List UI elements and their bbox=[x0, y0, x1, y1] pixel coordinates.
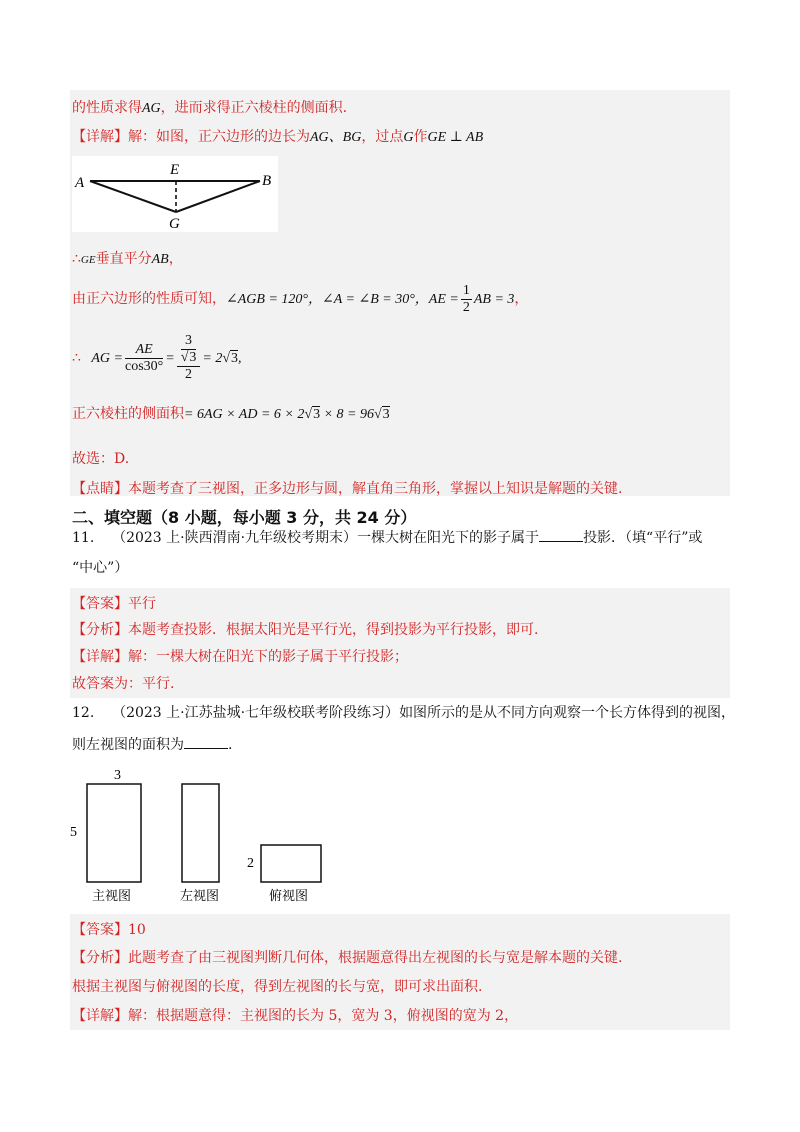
q12-stem-line-2 bbox=[72, 734, 232, 756]
area-expr: = 6AG × AD = 6 × 2 bbox=[184, 407, 305, 422]
q12-stem-b: 则左视图的面积为 bbox=[72, 737, 184, 753]
perp-ab: AB bbox=[151, 252, 169, 267]
intro-text-a: 的性质求得 bbox=[72, 100, 142, 116]
front-view-rect bbox=[87, 784, 141, 882]
q12-detail: 解：根据题意得：主视图的长为 5，宽为 3，俯视图的宽为 2， bbox=[128, 1008, 519, 1024]
q12-answer-line bbox=[72, 919, 146, 941]
q12-number: 12. bbox=[72, 705, 95, 721]
detail-line bbox=[72, 126, 483, 149]
ag-inner-den: 2 bbox=[185, 367, 193, 382]
label-b: B bbox=[262, 173, 272, 189]
q12-analysis-line bbox=[72, 947, 622, 969]
property-text: 由正六边形的性质可知， bbox=[72, 291, 226, 307]
ag-line bbox=[72, 328, 242, 389]
q12-analysis-line-2: 根据主视图与俯视图的长度，得到左视图的长与宽，即可求出面积. bbox=[72, 979, 483, 995]
ag-result: = 2 bbox=[202, 351, 223, 366]
q11-analysis-line bbox=[72, 619, 538, 641]
three-views-figure bbox=[66, 764, 336, 906]
label-g: G bbox=[169, 216, 180, 232]
area-line bbox=[72, 398, 390, 431]
area-sqrt-1: 3 bbox=[313, 407, 321, 422]
q12-answer: 10 bbox=[128, 922, 146, 938]
q11-source: （2023 上·陕西渭南·九年级校考期末） bbox=[112, 530, 358, 546]
q11-conclusion: 故答案为：平行. bbox=[72, 676, 175, 692]
q12-analysis-tag: 【分析】 bbox=[72, 950, 128, 966]
area-root-2: √3 bbox=[373, 407, 390, 422]
area-root-1: √3 bbox=[304, 407, 321, 422]
section-2-title: 二、填空题（8 小题，每小题 3 分，共 24 分） bbox=[72, 508, 417, 527]
detail-text-b: ，过点 bbox=[361, 129, 404, 145]
ag-inner-num bbox=[177, 333, 201, 367]
ag-end: , bbox=[238, 351, 242, 366]
q11-number: 11. bbox=[72, 530, 95, 546]
comment-text: 本题考查了三视图，正多边形与圆，解直角三角形，掌握以上知识是解题的关键. bbox=[128, 481, 623, 497]
label-top-view: 俯视图 bbox=[269, 888, 309, 903]
property-math-1: ∠AGB = 120°，∠A = ∠B = 30°，AE = bbox=[226, 292, 459, 307]
perp-text: 垂直平分 bbox=[95, 251, 152, 267]
q11-detail-line bbox=[72, 646, 408, 668]
ag-lhs: AG = bbox=[91, 351, 123, 366]
property-fraction bbox=[461, 283, 472, 316]
q12-stem-a: 如图所示的是从不同方向观察一个长方体得到的视图， bbox=[399, 705, 736, 721]
q12-stem-line-1 bbox=[72, 702, 735, 724]
q11-stem-line-2: “中心”） bbox=[72, 560, 129, 576]
q11-stem-line-1 bbox=[72, 527, 702, 549]
label-e: E bbox=[170, 162, 180, 178]
detail-tag: 【详解】 bbox=[72, 129, 128, 145]
ag-inner-sub-num: 3 bbox=[181, 333, 197, 350]
label-a: A bbox=[75, 175, 85, 191]
property-end: ， bbox=[514, 291, 529, 307]
detail-text-c: 作 bbox=[413, 129, 428, 145]
intro-var: AG bbox=[142, 101, 161, 116]
detail-text-a: 解：如图，正六边形的边长为 bbox=[128, 129, 310, 145]
ag-fraction bbox=[125, 342, 163, 375]
property-fraction-num: 1 bbox=[462, 282, 470, 298]
label-left-view: 左视图 bbox=[180, 888, 220, 903]
left-view-rect bbox=[182, 784, 219, 882]
ag-fraction-den: cos30° bbox=[124, 358, 164, 374]
perp-end: ， bbox=[168, 251, 183, 267]
q12-detail-line bbox=[72, 1005, 518, 1027]
detail-vars: AG、BG bbox=[310, 130, 362, 145]
q12-detail-tag: 【详解】 bbox=[72, 1008, 128, 1024]
comment-line bbox=[72, 478, 622, 500]
comment-tag: 【点睛】 bbox=[72, 481, 128, 497]
property-math-2: AB = 3 bbox=[473, 292, 515, 307]
q12-analysis: 此题考查了由三视图判断几何体，根据题意得出左视图的长与宽是解本题的关键. bbox=[128, 950, 623, 966]
ag-equals: = bbox=[165, 351, 175, 366]
q11-answer: 平行 bbox=[128, 596, 156, 612]
q12-answer-blank bbox=[184, 734, 228, 749]
q11-answer-tag: 【答案】 bbox=[72, 596, 128, 612]
q11-answer-line bbox=[72, 593, 156, 615]
q12-source: （2023 上·江苏盐城·七年级校联考阶段练习） bbox=[112, 705, 400, 721]
top-view-rect bbox=[261, 845, 321, 882]
triangle-figure bbox=[72, 156, 278, 232]
q11-answer-blank bbox=[539, 527, 583, 542]
ag-inner-sub-fraction bbox=[181, 333, 197, 366]
q11-detail: 解：一棵大树在阳光下的影子属于平行投影； bbox=[128, 649, 408, 665]
ag-result-root: √3 bbox=[222, 351, 239, 366]
detail-ge-perp: GE ⊥ AB bbox=[427, 130, 484, 145]
label-front-view: 主视图 bbox=[92, 888, 132, 903]
q12-stem-c: . bbox=[228, 737, 233, 753]
q11-detail-tag: 【详解】 bbox=[72, 649, 128, 665]
property-fraction-den: 2 bbox=[462, 299, 470, 315]
perp-ge: GE bbox=[80, 254, 96, 266]
ag-inner-sub-den: √3 bbox=[180, 350, 197, 365]
choice-line: 故选：D. bbox=[72, 451, 130, 467]
detail-point-g: G bbox=[403, 130, 414, 145]
q11-analysis-tag: 【分析】 bbox=[72, 622, 128, 638]
q11-stem-b: 投影．（填“平行”或 bbox=[583, 530, 703, 546]
therefore-symbol-2: ∴ bbox=[72, 350, 81, 366]
dim-top: 3 bbox=[114, 768, 121, 783]
therefore-symbol-1: ∴ bbox=[72, 251, 81, 267]
area-mid: × 8 = 96 bbox=[320, 407, 374, 422]
ag-fraction-num: AE bbox=[125, 342, 163, 359]
q11-stem-a: 一棵大树在阳光下的影子属于 bbox=[357, 530, 540, 546]
dim-small: 2 bbox=[247, 856, 254, 871]
ag-inner-fraction bbox=[177, 333, 201, 383]
ag-inner-sqrt: 3 bbox=[189, 350, 197, 365]
intro-line bbox=[72, 97, 347, 120]
dim-left: 5 bbox=[70, 825, 77, 840]
property-line bbox=[72, 282, 528, 317]
ag-result-sqrt: 3 bbox=[231, 351, 239, 366]
area-sqrt-2: 3 bbox=[382, 407, 390, 422]
perp-line bbox=[72, 248, 183, 271]
q11-analysis: 本题考查投影．根据太阳光是平行光，得到投影为平行投影，即可. bbox=[128, 622, 539, 638]
area-label: 正六棱柱的侧面积 bbox=[72, 406, 184, 422]
q12-answer-tag: 【答案】 bbox=[72, 922, 128, 938]
intro-text-b: ，进而求得正六棱柱的侧面积. bbox=[160, 100, 348, 116]
